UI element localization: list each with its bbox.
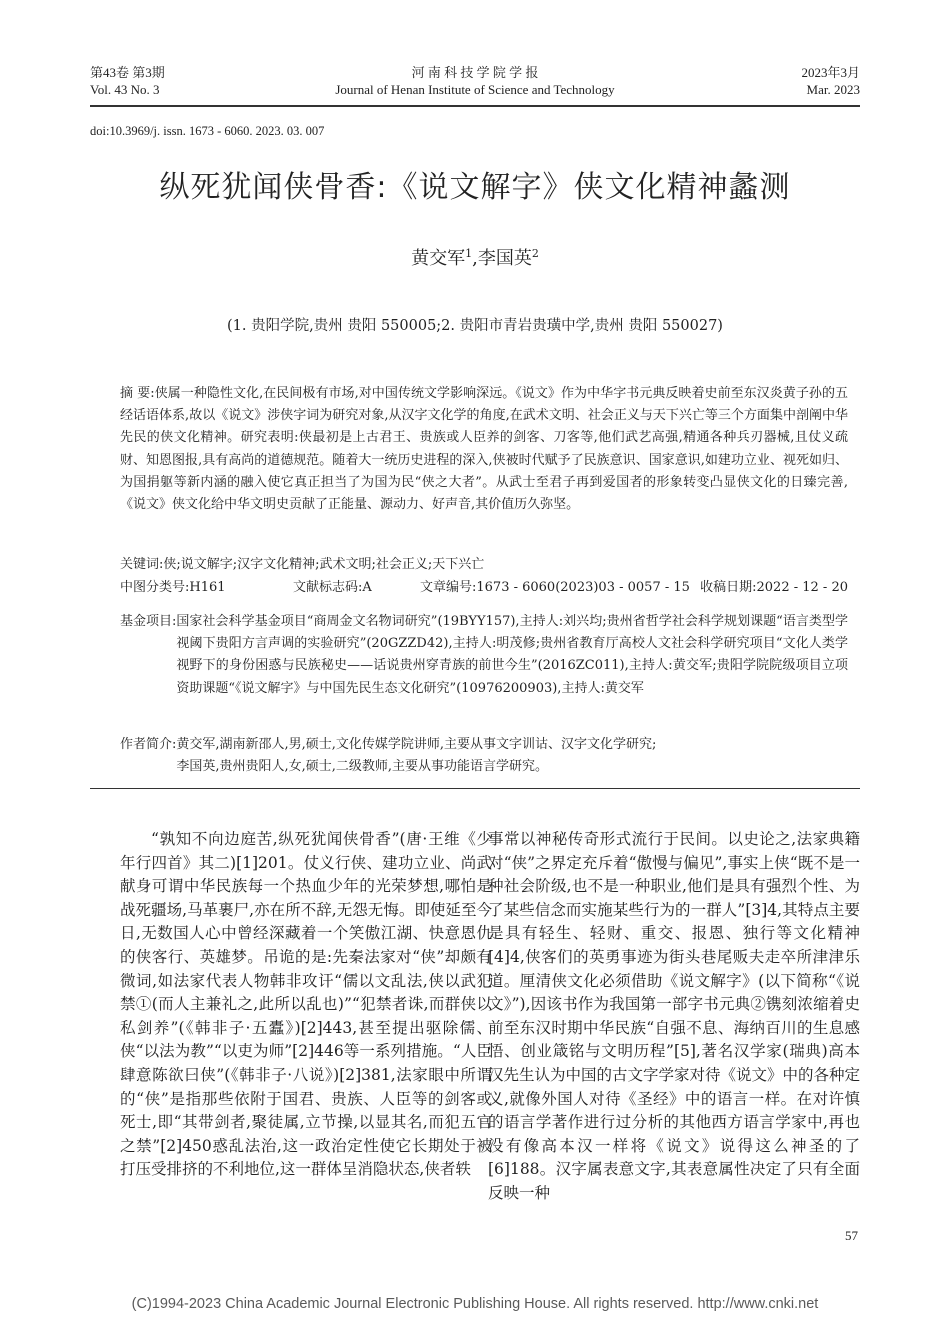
- author-info: [120, 734, 848, 778]
- volume-issue-en: Vol. 43 No. 3: [90, 82, 160, 97]
- journal-name-cn: 河 南 科 技 学 院 学 报: [411, 65, 539, 80]
- keywords-label: 关键词:: [120, 557, 164, 572]
- author-info-label: 作者简介:: [120, 737, 177, 752]
- article-number: 文章编号:1673 - 6060(2023)03 - 0057 - 15: [420, 580, 690, 595]
- author-affiliation-mark: 1: [465, 247, 473, 260]
- affiliations: (1. 贵阳学院,贵州 贵阳 550005;2. 贵阳市青岩贵璜中学,贵州 贵阳 550027): [227, 318, 723, 334]
- author-info-line: 黄交军,湖南新邵人,男,硕士,文化传媒学院讲师,主要从事文字训诂、汉字文化学研究;: [176, 737, 657, 752]
- author-line: [0, 244, 950, 270]
- page-number: 57: [845, 1228, 858, 1243]
- publication-date-cn: 2023年3月: [801, 65, 860, 80]
- body-column-right: [488, 828, 860, 1206]
- body-paragraph: “孰知不向边庭苦,纵死犹闻侠骨香”(唐·王维《少年行四首》其二)[1]201。仗义行侠、建功立业、尚武献身可谓中华民族每一个热血少年的光荣梦想,哪怕是战死疆场,马革裹尸,亦在所不辞,无怨无悔。即使延至今日,无数国人心中曾经深藏着一个笑傲江湖、快意恩仇的侠客行、英雄梦。吊诡的是:先秦法家对“侠”却颇有微词,如法家代表人物韩非攻讦“儒以文乱法,侠以武犯禁①(而人主兼礼之,此所以乱也)”“犯禁者诛,而群侠以私剑养”(《韩非子·五蠹》)[2]443,甚至提出驱除儒、侠“以法为教”“以吏为师”[2]446等一系列措施。“人臣肆意陈欲曰侠”(《韩非子·八说》)[2]381,法家眼中所谓的“侠”是指那些依附于国君、贵族、人臣等的剑客或死士,即“其带剑者,聚徒属,立节操,以显其名,而犯五官之禁”[2]450惑乱法治,这一政治定性使它长期处于被打压受排挤的不利地位,这一群体呈消隐状态,侠者轶: [120, 830, 492, 1179]
- funding-text: 国家社会科学基金项目“商周金文名物词研究”(19BYY157),主持人:刘兴均;贵州省哲学社会科学规划课题“语言类型学视阈下贵阳方言声调的实验研究”(20GZZD42),主持人:明茂修;贵州省教育厅高校人文社会科学研究项目“文化人类学视野下的身份困惑与民族秘史——话说贵州穿青族的前世今生”(2016ZC011),主持人:黄交军;贵阳学院院级项目立项资助课题“《说文解字》与中国先民生态文化研究”(10976200903),主持人:黄交军: [176, 614, 848, 696]
- body-paragraph: 事常以神秘传奇形式流行于民间。以史论之,法家典籍对“侠”之界定充斥着“傲慢与偏见”,事实上侠“既不是一种社会阶级,也不是一种职业,他们是具有强烈个性、为了某些信念而实施某些行为的一群人”[3]4,其特点主要是具有轻生、轻财、重交、报恩、独行等文化精神[4]4,侠客们的英勇事迹为街头巷尾贩夫走卒所津津乐道。厘清侠文化必须借助《说文解字》(以下简称“《说文》”),因该书作为我国第一部字书元典②镌刻浓缩着史前至东汉时期中华民族“自强不息、海纳百川的生息感悟、创业箴铭与文明历程”[5],著名汉学家(瑞典)高本汉先生认为中国的古文字学家对待《说文》中的各种定义,就像外国人对待《圣经》中的语言一样。在对许慎的语言学著作进行过分析的其他西方语言学家中,再也没有像高本汉一样将《说文》说得这么神圣的了[6]188。汉字属表意文字,其表意属性决定了只有全面反映一种: [488, 830, 861, 1202]
- body-column-left: [120, 828, 492, 1182]
- received-date: 收稿日期:2022 - 12 - 20: [700, 580, 848, 595]
- keywords-text: 侠;说文解字;汉字文化精神;武术文明;社会正义;天下兴亡: [163, 557, 485, 572]
- abstract-label: 摘 要:: [120, 386, 155, 401]
- publication-date: [801, 64, 860, 98]
- author-separator: ,: [472, 248, 478, 269]
- abstract: [120, 383, 848, 516]
- publication-date-en: Mar. 2023: [806, 82, 860, 97]
- keywords: [120, 554, 848, 576]
- article-title: 纵死犹闻侠骨香:《说文解字》侠文化精神蠡测: [159, 170, 791, 205]
- author-info-line: 李国英,贵州贵阳人,女,硕士,二级教师,主要从事功能语言学研究。: [176, 759, 549, 775]
- volume-issue-cn: 第43卷 第3期: [90, 65, 165, 80]
- funding-label: 基金项目:: [120, 614, 177, 629]
- author-affiliation-mark: 2: [531, 247, 539, 260]
- abstract-text: 侠属一种隐性文化,在民间极有市场,对中国传统文学影响深远。《说文》作为中华字书元典反映着史前至东汉炎黄子孙的五经话语体系,故以《说文》涉侠字词为研究对象,从汉字文化学的角度,在武术文明、社会正义与天下兴亡等三个方面集中剖阐中华先民的侠文化精神。研究表明:侠最初是上古君王、贵族或人臣养的剑客、刀客等,他们武艺高强,精通各种兵刃器械,且仗义疏财、知恩图报,具有高尚的道德规范。随着大一统历史进程的深入,侠被时代赋予了民族意识、国家意识,如建功立业、视死如归、为国捐躯等新内涵的融入使它真正担当了为国为民“侠之大者”。从武士至君子再到爱国者的形象转变凸显侠文化的日臻完善,《说文》侠文化给中华文明史贡献了正能量、源动力、好声音,其价值历久弥坚。: [120, 386, 848, 513]
- funding: [120, 611, 848, 700]
- header-divider: [90, 105, 860, 107]
- doi[interactable]: doi:10.3969/j. issn. 1673 - 6060. 2023. 03. 007: [90, 124, 325, 138]
- document-code: 文献标志码:A: [293, 580, 372, 595]
- author-name: 黄交军: [411, 248, 466, 269]
- front-matter-divider: [90, 788, 860, 789]
- copyright-footer: (C)1994-2023 China Academic Journal Electronic Publishing House. All rights reserved. http://www.cnki.net: [131, 1296, 819, 1312]
- author-name: 李国英: [477, 248, 532, 269]
- classification-row: [120, 577, 848, 599]
- clc-number: 中图分类号:H161: [120, 580, 226, 595]
- journal-name-en: Journal of Henan Institute of Science and Technology: [335, 82, 615, 97]
